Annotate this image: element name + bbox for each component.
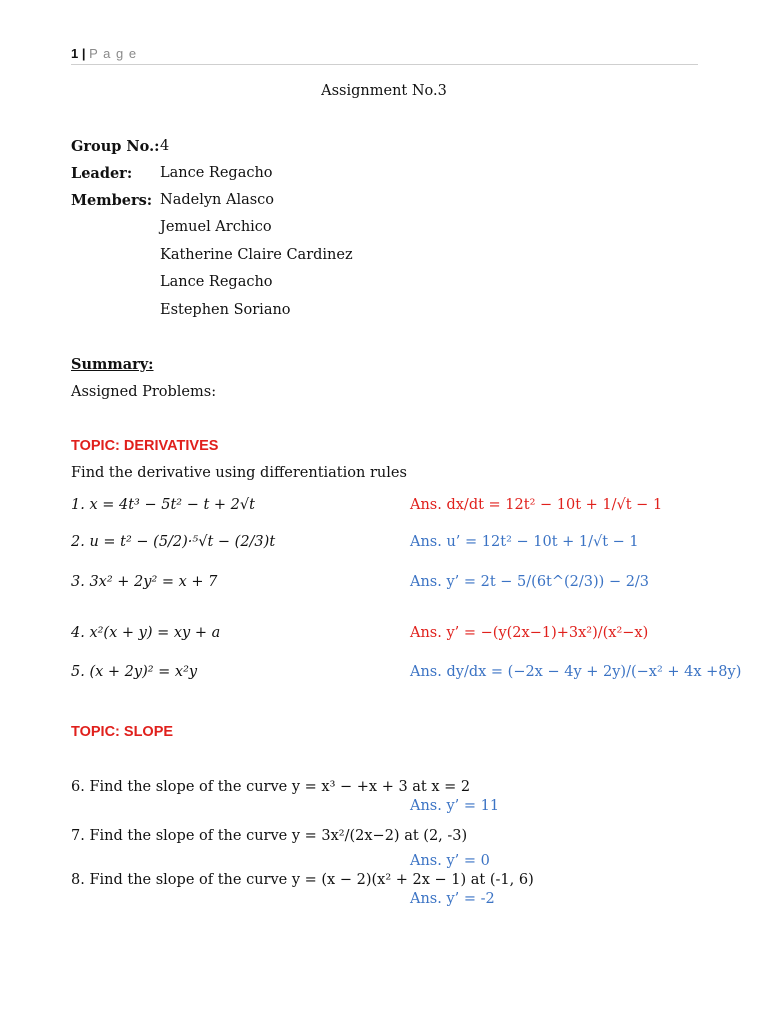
problem-answer: Ans. u’ = 12t² − 10t + 1/√t − 1	[410, 534, 639, 550]
problem-answer: Ans. y’ = 2t − 5/(6t^(2/3)) − 2/3	[410, 574, 650, 590]
member-name: Jemuel Archico	[160, 219, 272, 235]
leader-label: Leader:	[71, 165, 133, 182]
page-separator: |	[81, 46, 86, 61]
topic-slope: TOPIC: SLOPE	[71, 724, 174, 740]
members-label: Members:	[71, 192, 153, 209]
member-name: Lance Regacho	[160, 274, 273, 290]
slope-question: 8. Find the slope of the curve y = (x − 2)(x² + 2x − 1) at (-1, 6)	[71, 872, 534, 888]
page-label: P a g e	[89, 46, 138, 61]
page-number: 1	[71, 46, 79, 61]
problem-answer: Ans. dx/dt = 12t² − 10t + 1/√t − 1	[410, 497, 663, 513]
header-divider	[71, 64, 698, 65]
problem-question: 4. x²(x + y) = xy + a	[71, 625, 221, 641]
problem-answer: Ans. dy/dx = (−2x − 4y + 2y)/(−x² + 4x +8y)	[410, 664, 742, 680]
document-title: Assignment No.3	[321, 83, 447, 99]
slope-answer: Ans. y’ = 0	[410, 853, 490, 869]
leader-value: Lance Regacho	[160, 165, 273, 181]
summary-subheading: Assigned Problems:	[71, 384, 217, 400]
derivatives-instruction: Find the derivative using differentiation rules	[71, 465, 407, 481]
member-name: Katherine Claire Cardinez	[160, 247, 353, 263]
page-header	[71, 46, 137, 61]
topic-derivatives: TOPIC: DERIVATIVES	[71, 438, 219, 454]
slope-question: 7. Find the slope of the curve y = 3x²/(2x−2) at (2, -3)	[71, 828, 468, 844]
problem-question: 5. (x + 2y)² = x²y	[71, 664, 198, 680]
problem-answer: Ans. y’ = −(y(2x−1)+3x²)/(x²−x)	[410, 625, 649, 641]
slope-answer: Ans. y’ = 11	[410, 798, 500, 814]
member-name: Estephen Soriano	[160, 302, 291, 318]
slope-answer: Ans. y’ = -2	[410, 891, 495, 907]
group-label: Group No.:	[71, 138, 160, 155]
problem-question: 1. x = 4t³ − 5t² − t + 2√t	[71, 497, 255, 513]
member-name: Nadelyn Alasco	[160, 192, 275, 208]
group-value: 4	[160, 138, 170, 154]
problem-question: 2. u = t² − (5/2)·⁵√t − (2/3)t	[71, 534, 276, 550]
problem-question: 3. 3x² + 2y² = x + 7	[71, 574, 218, 590]
summary-heading: Summary:	[71, 356, 154, 373]
slope-question: 6. Find the slope of the curve y = x³ − +x + 3 at x = 2	[71, 779, 471, 795]
